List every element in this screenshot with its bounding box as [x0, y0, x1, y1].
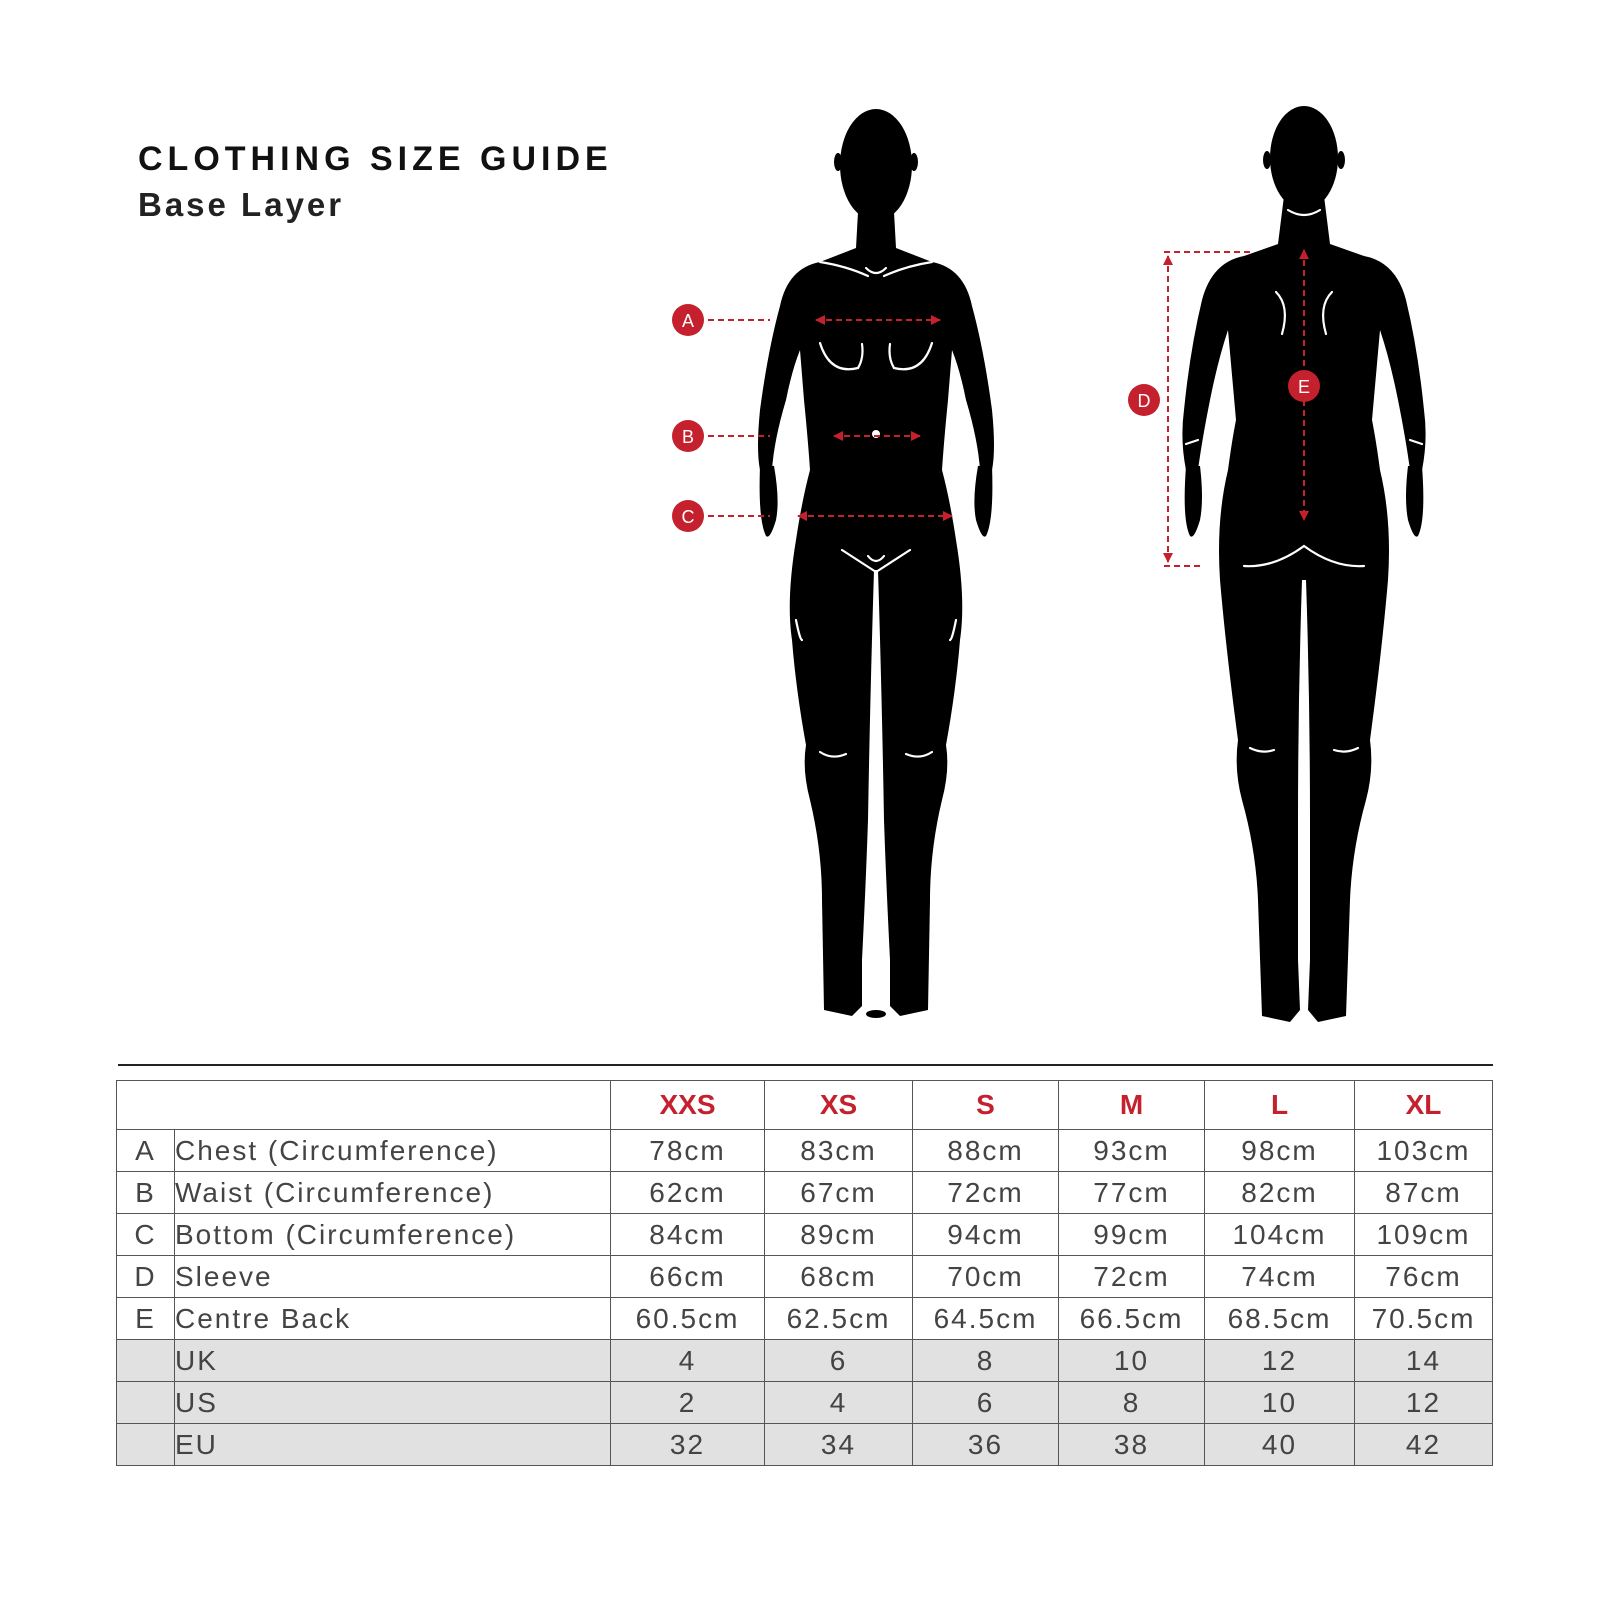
marker-e: [1288, 370, 1320, 402]
table-cell: 89cm: [765, 1214, 913, 1256]
back-silhouette: [1182, 106, 1425, 1022]
page-subtitle: Base Layer: [138, 186, 345, 223]
table-cell: 83cm: [765, 1130, 913, 1172]
table-cell: 62.5cm: [765, 1298, 913, 1340]
size-header-row: [117, 1081, 1493, 1130]
table-cell: 14: [1355, 1340, 1493, 1382]
conversion-row: [117, 1340, 1493, 1382]
table-cell: 74cm: [1205, 1256, 1355, 1298]
table-cell: 99cm: [1059, 1214, 1205, 1256]
table-row: [117, 1298, 1493, 1340]
table-cell: 72cm: [1059, 1256, 1205, 1298]
table-cell: 66cm: [611, 1256, 765, 1298]
marker-b: [672, 420, 704, 452]
table-cell: 38: [1059, 1424, 1205, 1466]
table-cell: 94cm: [913, 1214, 1059, 1256]
table-cell: 109cm: [1355, 1214, 1493, 1256]
blank-cell: [117, 1424, 175, 1466]
measure-letter: E: [117, 1298, 175, 1340]
table-cell: 8: [1059, 1382, 1205, 1424]
table-cell: 2: [611, 1382, 765, 1424]
table-cell: 12: [1355, 1382, 1493, 1424]
table-cell: 36: [913, 1424, 1059, 1466]
table-cell: 98cm: [1205, 1130, 1355, 1172]
marker-a: [672, 304, 704, 336]
table-cell: 64.5cm: [913, 1298, 1059, 1340]
table-cell: 66.5cm: [1059, 1298, 1205, 1340]
table-cell: 8: [913, 1340, 1059, 1382]
table-cell: 68.5cm: [1205, 1298, 1355, 1340]
table-cell: 72cm: [913, 1172, 1059, 1214]
measure-letter: C: [117, 1214, 175, 1256]
size-header: L: [1205, 1081, 1355, 1130]
svg-text:E: E: [1297, 377, 1311, 397]
measure-letter: A: [117, 1130, 175, 1172]
svg-text:D: D: [1137, 391, 1151, 411]
table-cell: 12: [1205, 1340, 1355, 1382]
region-label: UK: [175, 1340, 611, 1382]
table-cell: 62cm: [611, 1172, 765, 1214]
table-cell: 67cm: [765, 1172, 913, 1214]
table-cell: 4: [611, 1340, 765, 1382]
front-silhouette: [758, 109, 994, 1018]
table-cell: 6: [765, 1340, 913, 1382]
size-header: XL: [1355, 1081, 1493, 1130]
size-table: [116, 1080, 1493, 1466]
table-row: [117, 1130, 1493, 1172]
blank-cell: [117, 1340, 175, 1382]
svg-text:A: A: [681, 311, 695, 331]
size-header: S: [913, 1081, 1059, 1130]
table-cell: 60.5cm: [611, 1298, 765, 1340]
table-cell: 104cm: [1205, 1214, 1355, 1256]
header-blank: [117, 1081, 611, 1130]
svg-text:B: B: [681, 427, 695, 447]
table-cell: 84cm: [611, 1214, 765, 1256]
table-row: [117, 1256, 1493, 1298]
svg-text:C: C: [681, 507, 695, 527]
measure-letter: D: [117, 1256, 175, 1298]
table-cell: 70.5cm: [1355, 1298, 1493, 1340]
conversion-row: [117, 1424, 1493, 1466]
table-cell: 32: [611, 1424, 765, 1466]
marker-c: [672, 500, 704, 532]
measure-label: Bottom (Circumference): [175, 1214, 611, 1256]
table-cell: 10: [1205, 1382, 1355, 1424]
size-header: XXS: [611, 1081, 765, 1130]
table-cell: 10: [1059, 1340, 1205, 1382]
region-label: EU: [175, 1424, 611, 1466]
divider: [118, 1064, 1493, 1066]
table-cell: 87cm: [1355, 1172, 1493, 1214]
measure-label: Chest (Circumference): [175, 1130, 611, 1172]
table-cell: 34: [765, 1424, 913, 1466]
blank-cell: [117, 1382, 175, 1424]
table-cell: 82cm: [1205, 1172, 1355, 1214]
table-cell: 76cm: [1355, 1256, 1493, 1298]
table-cell: 70cm: [913, 1256, 1059, 1298]
measure-label: Centre Back: [175, 1298, 611, 1340]
measure-letter: B: [117, 1172, 175, 1214]
table-cell: 78cm: [611, 1130, 765, 1172]
conversion-row: [117, 1382, 1493, 1424]
measure-label: Sleeve: [175, 1256, 611, 1298]
table-cell: 68cm: [765, 1256, 913, 1298]
table-cell: 4: [765, 1382, 913, 1424]
table-cell: 6: [913, 1382, 1059, 1424]
table-cell: 40: [1205, 1424, 1355, 1466]
table-row: [117, 1172, 1493, 1214]
page-title: CLOTHING SIZE GUIDE: [138, 140, 613, 178]
measure-label: Waist (Circumference): [175, 1172, 611, 1214]
table-cell: 103cm: [1355, 1130, 1493, 1172]
region-label: US: [175, 1382, 611, 1424]
size-header: M: [1059, 1081, 1205, 1130]
table-cell: 93cm: [1059, 1130, 1205, 1172]
size-header: XS: [765, 1081, 913, 1130]
table-cell: 88cm: [913, 1130, 1059, 1172]
table-cell: 42: [1355, 1424, 1493, 1466]
table-row: [117, 1214, 1493, 1256]
table-cell: 77cm: [1059, 1172, 1205, 1214]
marker-d: [1128, 384, 1160, 416]
